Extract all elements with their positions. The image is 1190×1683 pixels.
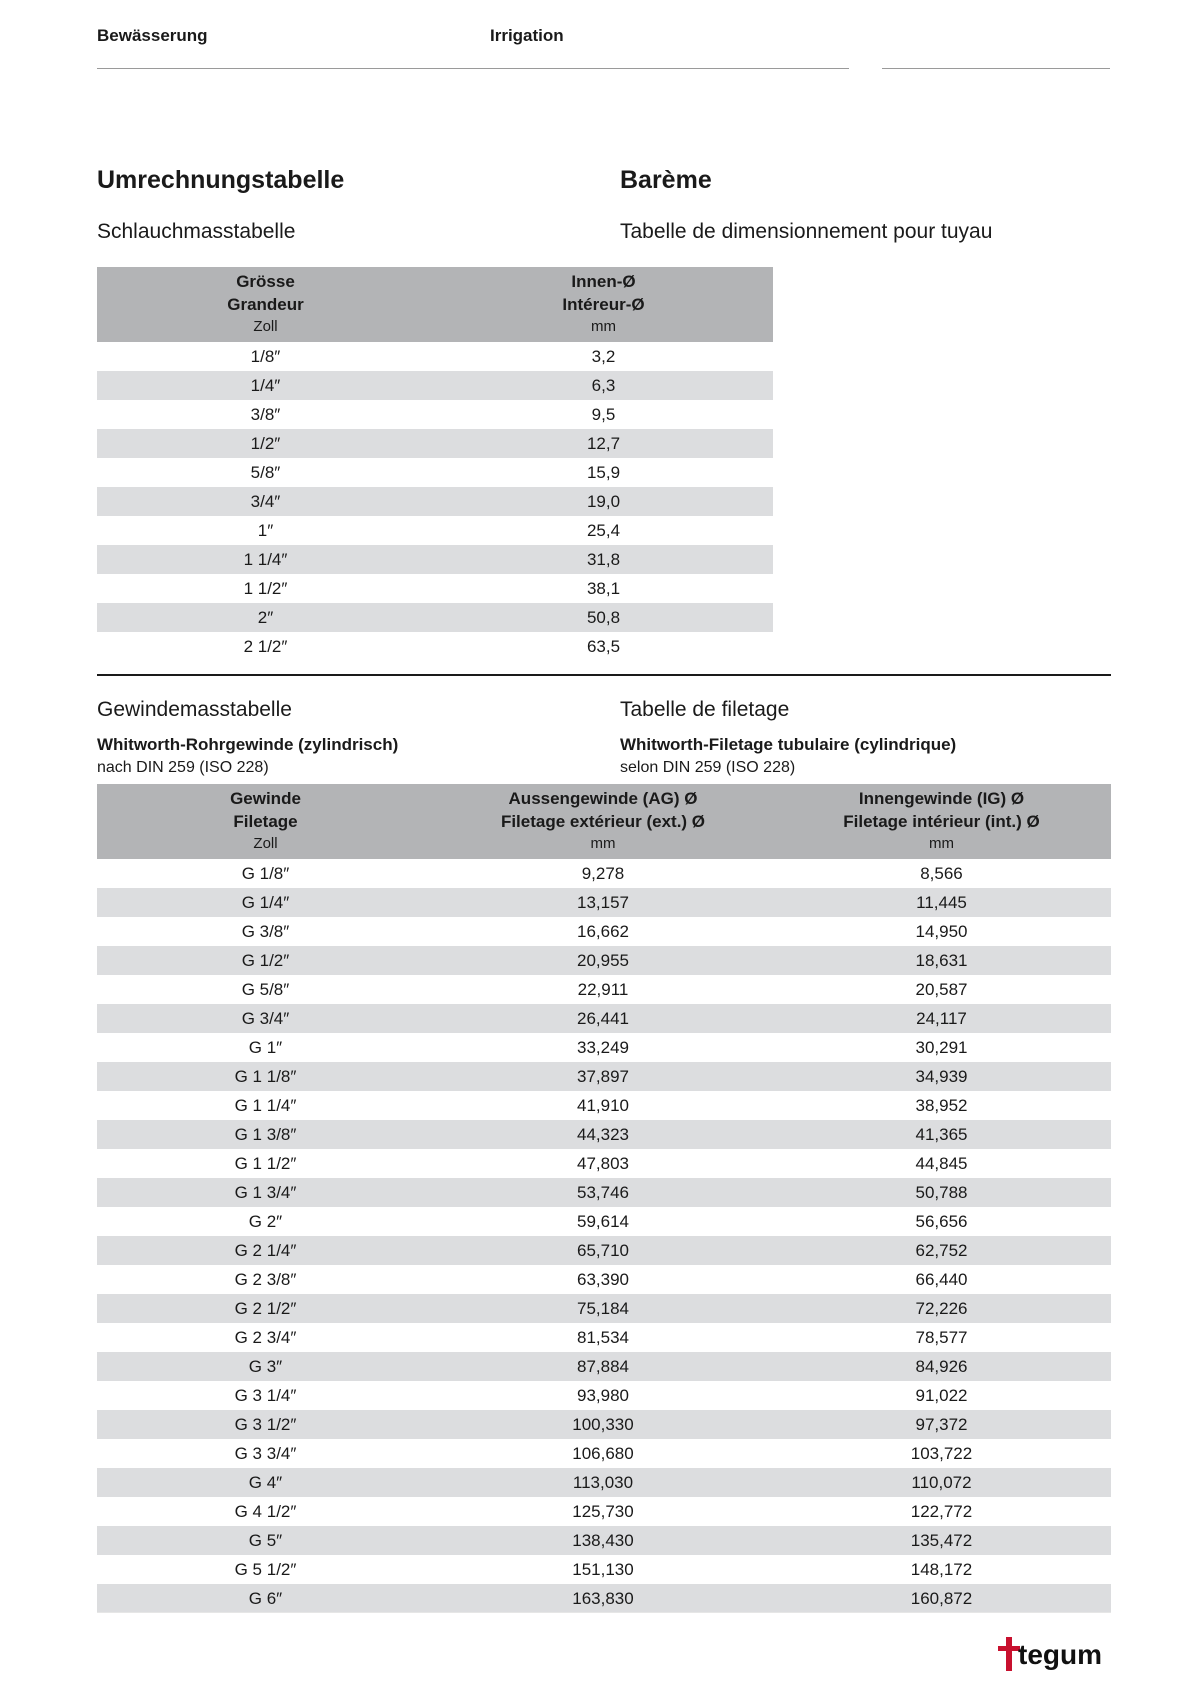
section2-subheading-fr: Whitworth-Filetage tubulaire (cylindrique) bbox=[620, 735, 957, 754]
table-cell: G 1/8″ bbox=[241, 863, 290, 883]
table-cell: 22,911 bbox=[577, 979, 629, 999]
table-cell: 3/8″ bbox=[250, 404, 281, 424]
table-cell: G 2 1/2″ bbox=[97, 1294, 434, 1323]
table-cell: 56,656 bbox=[915, 1211, 968, 1231]
col-inner-diameter-de: Innen-Ø bbox=[571, 272, 636, 291]
table-cell: G 1″ bbox=[248, 1037, 283, 1057]
table-cell: 3,2 bbox=[591, 346, 616, 366]
table-cell: G 1/4″ bbox=[97, 888, 434, 917]
section1-subtitle-fr: Tabelle de dimensionnement pour tuyau bbox=[620, 220, 993, 243]
table-cell: 20,955 bbox=[434, 946, 772, 975]
table-cell: 59,614 bbox=[577, 1211, 629, 1231]
table-cell: 5/8″ bbox=[250, 462, 281, 482]
table-cell: 87,884 bbox=[434, 1352, 772, 1381]
table-cell: 31,8 bbox=[434, 545, 773, 574]
table-cell: 1″ bbox=[257, 520, 274, 540]
header-divider-left bbox=[97, 68, 849, 69]
table-cell: 93,980 bbox=[577, 1385, 629, 1405]
col-inner-diameter-unit: mm bbox=[591, 318, 616, 335]
table-cell: 75,184 bbox=[434, 1294, 772, 1323]
table-cell: 1 1/2″ bbox=[243, 578, 288, 598]
logo-cross-stem bbox=[1006, 1637, 1012, 1671]
table-cell: 15,9 bbox=[586, 462, 621, 482]
table-cell: 50,8 bbox=[434, 603, 773, 632]
table-cell: G 2 3/4″ bbox=[234, 1327, 297, 1347]
table-cell: 100,330 bbox=[434, 1410, 772, 1439]
table-cell: 9,278 bbox=[581, 863, 625, 883]
table-row bbox=[97, 1468, 1111, 1497]
table-row bbox=[97, 1323, 1111, 1352]
table-cell: 135,472 bbox=[772, 1526, 1111, 1555]
table-cell: 138,430 bbox=[434, 1526, 772, 1555]
section1-subtitle-de: Schlauchmasstabelle bbox=[97, 220, 296, 243]
col-size-unit: Zoll bbox=[253, 318, 278, 335]
table-cell: 38,952 bbox=[915, 1095, 968, 1115]
table-cell: 8,566 bbox=[920, 863, 963, 883]
table-cell: G 3″ bbox=[97, 1352, 434, 1381]
table-row bbox=[97, 1439, 1111, 1468]
footer-divider bbox=[97, 1612, 1111, 1613]
table-row bbox=[97, 545, 773, 574]
table-cell: G 5 1/2″ bbox=[234, 1559, 297, 1579]
table-row bbox=[97, 458, 773, 487]
table-row bbox=[97, 603, 773, 632]
table-row bbox=[97, 487, 773, 516]
table-row bbox=[97, 1207, 1111, 1236]
table-header-row bbox=[97, 267, 773, 342]
col-thread bbox=[97, 784, 434, 859]
table-cell: 50,788 bbox=[772, 1178, 1111, 1207]
table-row bbox=[97, 400, 773, 429]
table-cell: G 2 3/8″ bbox=[234, 1269, 297, 1289]
table-cell: 26,441 bbox=[434, 1004, 772, 1033]
table-cell: 18,631 bbox=[772, 946, 1111, 975]
table-cell: G 1 1/8″ bbox=[97, 1062, 434, 1091]
col-internal-thread bbox=[772, 784, 1111, 859]
table-cell: G 3/4″ bbox=[97, 1004, 434, 1033]
table-cell: 2 1/2″ bbox=[243, 636, 288, 656]
table-cell: 47,803 bbox=[577, 1153, 629, 1173]
col-external-thread bbox=[434, 784, 772, 859]
table-cell: 25,4 bbox=[586, 520, 621, 540]
table-cell: 44,323 bbox=[434, 1120, 772, 1149]
table-cell: 72,226 bbox=[772, 1294, 1111, 1323]
table-header-row bbox=[97, 784, 1111, 859]
table-cell: 113,030 bbox=[434, 1468, 772, 1497]
col-inner-diameter bbox=[434, 267, 773, 342]
table-row bbox=[97, 1526, 1111, 1555]
table-row bbox=[97, 1120, 1111, 1149]
table-cell: 110,072 bbox=[772, 1468, 1111, 1497]
col-internal-thread-unit: mm bbox=[929, 835, 954, 852]
table-cell: G 2″ bbox=[248, 1211, 283, 1231]
table-cell: 66,440 bbox=[915, 1269, 968, 1289]
table-row bbox=[97, 371, 773, 400]
table-cell: 106,680 bbox=[572, 1443, 634, 1463]
table-cell: 38,1 bbox=[586, 578, 621, 598]
table-cell: G 1/2″ bbox=[97, 946, 434, 975]
table-cell: G 3 1/4″ bbox=[234, 1385, 297, 1405]
table-cell: G 4 1/2″ bbox=[234, 1501, 297, 1521]
logo-text: tegum bbox=[1018, 1639, 1102, 1670]
col-internal-thread-de: Innengewinde (IG) Ø bbox=[858, 789, 1025, 808]
table-cell: G 5″ bbox=[97, 1526, 434, 1555]
section1-title-de: Umrechnungstabelle bbox=[97, 166, 345, 194]
section2-norm-de: nach DIN 259 (ISO 228) bbox=[97, 759, 269, 776]
table-cell: 44,845 bbox=[915, 1153, 968, 1173]
table-cell: 12,7 bbox=[434, 429, 773, 458]
table-cell: 13,157 bbox=[434, 888, 772, 917]
col-thread-de: Gewinde bbox=[230, 789, 301, 808]
table-row bbox=[97, 859, 1111, 888]
table-cell: 30,291 bbox=[915, 1037, 968, 1057]
table-cell: 14,950 bbox=[915, 921, 968, 941]
section2-subheading-de: Whitworth-Rohrgewinde (zylindrisch) bbox=[97, 735, 399, 754]
table-row bbox=[97, 1062, 1111, 1091]
col-thread-unit: Zoll bbox=[253, 835, 278, 852]
table-cell: G 2 1/4″ bbox=[97, 1236, 434, 1265]
col-external-thread-fr: Filetage extérieur (ext.) Ø bbox=[500, 812, 706, 831]
table-cell: 81,534 bbox=[577, 1327, 629, 1347]
table-row bbox=[97, 574, 773, 603]
table-row bbox=[97, 1033, 1111, 1062]
table-row bbox=[97, 1236, 1111, 1265]
table-cell: 2″ bbox=[97, 603, 434, 632]
table-row bbox=[97, 1149, 1111, 1178]
table-row bbox=[97, 946, 1111, 975]
table-cell: 1/4″ bbox=[97, 371, 434, 400]
table-cell: 19,0 bbox=[434, 487, 773, 516]
col-internal-thread-fr: Filetage intérieur (int.) Ø bbox=[843, 812, 1040, 831]
col-thread-fr: Filetage bbox=[233, 812, 298, 831]
table-row bbox=[97, 1091, 1111, 1120]
table-cell: 6,3 bbox=[434, 371, 773, 400]
table-cell: 1/8″ bbox=[250, 346, 281, 366]
section2-title-fr: Tabelle de filetage bbox=[620, 698, 790, 721]
table-cell: 63,390 bbox=[577, 1269, 629, 1289]
col-size-de: Grösse bbox=[236, 272, 295, 291]
section2-norm-fr: selon DIN 259 (ISO 228) bbox=[620, 759, 796, 776]
section2-title-de: Gewindemasstabelle bbox=[97, 698, 292, 721]
col-size-fr: Grandeur bbox=[227, 295, 304, 314]
table-cell: 20,587 bbox=[915, 979, 968, 999]
table-cell: 65,710 bbox=[434, 1236, 772, 1265]
table-cell: G 3/8″ bbox=[241, 921, 290, 941]
table-row bbox=[97, 1584, 1111, 1613]
table-cell: 34,939 bbox=[772, 1062, 1111, 1091]
table-cell: 91,022 bbox=[915, 1385, 968, 1405]
table-cell: G 1 3/4″ bbox=[97, 1178, 434, 1207]
table-cell: G 4″ bbox=[97, 1468, 434, 1497]
table-cell: 103,722 bbox=[910, 1443, 973, 1463]
table-cell: 122,772 bbox=[910, 1501, 973, 1521]
section-divider bbox=[97, 674, 1111, 676]
table-row bbox=[97, 1555, 1111, 1584]
col-size bbox=[97, 267, 434, 342]
table-cell: 1 1/4″ bbox=[97, 545, 434, 574]
table-row bbox=[97, 1294, 1111, 1323]
table-row bbox=[97, 917, 1111, 946]
table-row bbox=[97, 888, 1111, 917]
table-cell: 24,117 bbox=[772, 1004, 1111, 1033]
table-cell: 1/2″ bbox=[97, 429, 434, 458]
table-cell: 16,662 bbox=[577, 921, 629, 941]
table-cell: 11,445 bbox=[772, 888, 1111, 917]
table-cell: 37,897 bbox=[434, 1062, 772, 1091]
table-row bbox=[97, 1497, 1111, 1526]
col-inner-diameter-fr: Intéreur-Ø bbox=[562, 295, 645, 314]
table-row bbox=[97, 429, 773, 458]
table-row bbox=[97, 342, 773, 371]
table-cell: G 3 1/2″ bbox=[97, 1410, 434, 1439]
table-cell: G 3 3/4″ bbox=[234, 1443, 297, 1463]
table-row bbox=[97, 1352, 1111, 1381]
table-cell: G 1 3/8″ bbox=[97, 1120, 434, 1149]
table-cell: G 6″ bbox=[97, 1584, 434, 1613]
table-row bbox=[97, 1381, 1111, 1410]
header-right: Irrigation bbox=[490, 26, 564, 45]
table-cell: 62,752 bbox=[772, 1236, 1111, 1265]
table-cell: G 5/8″ bbox=[241, 979, 290, 999]
table-row bbox=[97, 1265, 1111, 1294]
table-cell: 78,577 bbox=[915, 1327, 968, 1347]
col-external-thread-de: Aussengewinde (AG) Ø bbox=[508, 789, 698, 808]
table-row bbox=[97, 632, 773, 661]
table-cell: G 1 1/2″ bbox=[234, 1153, 297, 1173]
col-external-thread-unit: mm bbox=[590, 835, 616, 852]
thread-size-table bbox=[97, 784, 1111, 1613]
table-cell: 3/4″ bbox=[97, 487, 434, 516]
table-cell: 125,730 bbox=[572, 1501, 634, 1521]
table-row bbox=[97, 975, 1111, 1004]
table-cell: 9,5 bbox=[591, 404, 616, 424]
hose-size-table bbox=[97, 267, 773, 661]
table-cell: 151,130 bbox=[572, 1559, 634, 1579]
table-cell: 163,830 bbox=[434, 1584, 772, 1613]
table-cell: G 1 1/4″ bbox=[234, 1095, 297, 1115]
table-cell: 84,926 bbox=[772, 1352, 1111, 1381]
section1-title-fr: Barème bbox=[620, 166, 712, 194]
table-cell: 160,872 bbox=[772, 1584, 1111, 1613]
table-cell: 148,172 bbox=[910, 1559, 973, 1579]
table-cell: 33,249 bbox=[577, 1037, 629, 1057]
table-cell: 41,365 bbox=[772, 1120, 1111, 1149]
table-row bbox=[97, 1004, 1111, 1033]
header-left: Bewässerung bbox=[97, 26, 208, 45]
table-cell: 53,746 bbox=[434, 1178, 772, 1207]
table-row bbox=[97, 516, 773, 545]
table-row bbox=[97, 1178, 1111, 1207]
tegum-logo bbox=[996, 1634, 1114, 1674]
table-cell: 41,910 bbox=[577, 1095, 629, 1115]
table-cell: 63,5 bbox=[586, 636, 621, 656]
table-row bbox=[97, 1410, 1111, 1439]
header-divider-right bbox=[882, 68, 1110, 69]
table-cell: 97,372 bbox=[772, 1410, 1111, 1439]
